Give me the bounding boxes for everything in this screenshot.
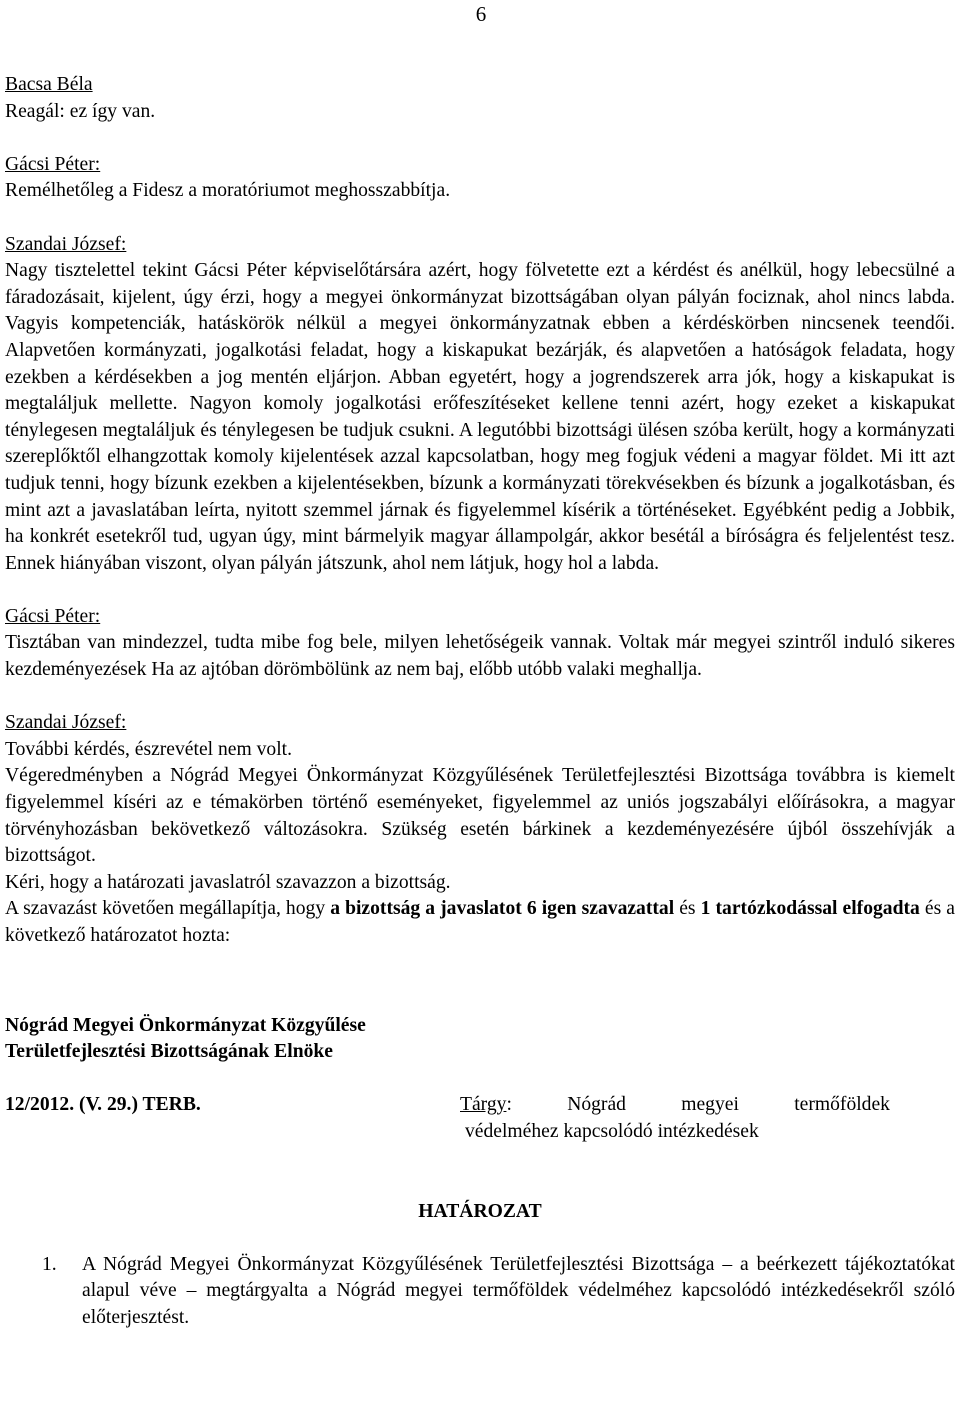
resolution-header	[5, 1092, 955, 1145]
issuer-line: Területfejlesztési Bizottságának Elnöke	[5, 1041, 333, 1063]
issuer-line: Nógrád Megyei Önkormányzat Közgyűlése	[5, 1014, 366, 1036]
item-text: A Nógrád Megyei Önkormányzat Közgyűlésének Területfejlesztési Bizottsága – a beérkezett tájékoztatókat alapul véve – megtárgyalta a Nógrád megyei termőföldek védelméhez kapcsolódó intézkedésekről szóló előterjesztést.	[82, 1253, 955, 1328]
list-item	[5, 1252, 955, 1332]
speech-block	[5, 72, 955, 125]
speaker-name: Szandai József:	[5, 712, 127, 734]
speech-text: Nagy tisztelettel tekint Gácsi Péter képviselőtársára azért, hogy fölvetette ezt a kérdést és anélkül, hogy lebecsülné a fáradozásait, kijelent, úgy érzi, hogy a megyei önkormányzat bizottságában olyan pályán fociznak, ahol nincs labda. Vagyis kompetenciák, hatáskörök nélkül a megyei önkormányzatnak ebben a kérdéskörben nincsenek teendői. Alapvetően kormányzati, jogalkotási feladat, hogy a kiskapukat bezárják, és alapvetően a hatóságok feladata, hogy ezekben a kérdésekben a jog mentén eljárjon. Abban egyetért, hogy a jogrendszerek arra jók, hogy a kiskapukat is megtaláljuk mellette. Nagyon komoly jogalkotási erőfeszítéseket kellene tenni azért, hogy ezeket a kiskapukat ténylegesen megtaláljuk és ténylegesen be tudjuk csukni. A legutóbbi bizottsági ülésen szóba került, hogy a kormányzati szereplőktől elhangzottak komoly kijelentések azzal kapcsolatban, hogy meg fogjuk védeni a magyar földet. Mi itt azt tudjuk tenni, hogy bízunk ezekben a kijelentésekben, bízunk a kormányzati törekvésekben és bízunk a jogalkotásban, és mint azt a javaslatában leírta, nyitott szemmel járnak és figyelemmel kísérik a történéseket. Egyébként pedig a Jobbik, ha konkrét esetekről tud, ugyan úgy, mint bármelyik magyar állampolgár, akkor besétál a bíróságra és feljelentést tesz. Ennek hiányában viszont, olyan pályán játszunk, ahol nem látjuk, hogy hol a labda.	[5, 260, 955, 574]
speaker-name: Bacsa Béla	[5, 74, 93, 95]
page-number: 6	[475, 2, 487, 26]
speaker-name: Gácsi Péter:	[5, 153, 101, 175]
speech-text: Kéri, hogy a határozati javaslatról szavazzon a bizottság.	[5, 871, 451, 893]
speech-block	[5, 710, 955, 949]
resolution-heading: HATÁROZAT	[418, 1200, 542, 1222]
speech-block	[5, 604, 955, 684]
speech-block	[5, 152, 955, 205]
speech-text: Tisztában van mindezzel, tudta mibe fog bele, milyen lehetőségeik vannak. Voltak már megyei szintről induló sikeres kezdeményezések Ha az ajtóban dörömbölünk az nem baj, előbb utóbb valaki meghallja.	[5, 632, 955, 681]
subject-label: Tárgy	[460, 1094, 507, 1116]
speech-block	[5, 232, 955, 578]
resolution-subject: Tárgy: Nógrád megyei termőföldek védelméhez kapcsolódó intézkedések	[460, 1094, 890, 1142]
speech-text: Reagál: ez így van.	[5, 100, 156, 122]
resolution-code: 12/2012. (V. 29.) TERB.	[5, 1094, 201, 1116]
speech-text: Végeredményben a Nógrád Megyei Önkormányzat Közgyűlésének Területfejlesztési Bizottsága továbbra is kiemelt figyelemmel kíséri az e témakörben történő eseményeket, figyelemmel az uniós jogszabályi előírásokra, a magyar törvényhozásban bekövetkező változásokra. Szükség esetén bárkinek a kezdeményezésére újból összehívják a bizottságot.	[5, 765, 955, 867]
speaker-name: Gácsi Péter:	[5, 605, 101, 627]
item-number: 1.	[42, 1253, 57, 1275]
document-body	[5, 72, 955, 1332]
issuer	[5, 1013, 955, 1066]
vote-result: A szavazást követően megállapítja, hogy a bizottság a javaslatot 6 igen szavazattal és 1 tartózkodással elfogadta és a következő határozatot hozta:	[5, 898, 955, 946]
speech-text: További kérdés, észrevétel nem volt.	[5, 738, 292, 760]
speech-text: Remélhetőleg a Fidesz a moratóriumot meghosszabbítja.	[5, 180, 451, 202]
speaker-name: Szandai József:	[5, 233, 127, 255]
